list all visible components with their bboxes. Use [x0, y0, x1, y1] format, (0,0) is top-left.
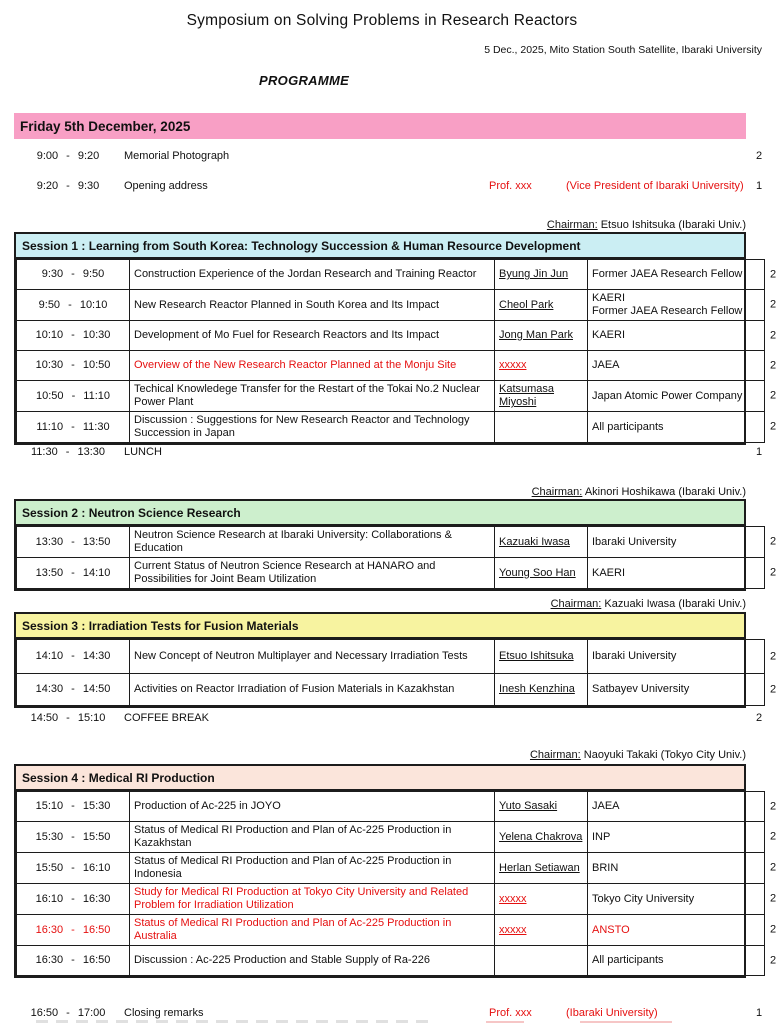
- clipped-bottom-row-red: [486, 1021, 524, 1023]
- speaker-name: Prof. xxx: [489, 180, 532, 192]
- talk-title: Development of Mo Fuel for Research Reactors and Its Impact: [130, 321, 495, 351]
- event-row-lunch: [0, 446, 764, 462]
- affiliation: Former JAEA Research Fellow 2: [588, 260, 765, 290]
- duration-clipped: 2: [770, 892, 776, 905]
- duration-clipped: 2: [770, 830, 776, 843]
- table-row: [17, 321, 765, 351]
- event-time: 9:00 - 9:20: [36, 150, 100, 162]
- affiliation: Ibaraki University 2: [588, 527, 765, 558]
- event-time: 16:50 - 17:00: [30, 1007, 106, 1019]
- speaker-name: Cheol Park: [495, 290, 588, 321]
- talk-title: Neutron Science Research at Ibaraki University: Collaborations & Education: [130, 527, 495, 558]
- talk-title: New Research Reactor Planned in South Korea and Its Impact: [130, 290, 495, 321]
- table-row: [17, 884, 765, 915]
- session-3: [14, 612, 776, 708]
- day-banner: Friday 5th December, 2025: [14, 113, 746, 139]
- time-cell: 9:50 - 10:10: [17, 290, 130, 321]
- session-4-title: Session 4 : Medical RI Production: [16, 766, 744, 791]
- chairman-name: Etsuo Ishitsuka (Ibaraki Univ.): [600, 219, 746, 231]
- event-time: 9:20 - 9:30: [36, 180, 100, 192]
- session-1-title: Session 1 : Learning from South Korea: Technology Succession & Human Resource Development: [16, 234, 744, 259]
- table-row: [17, 290, 765, 321]
- table-row: [17, 792, 765, 822]
- event-time: 11:30 - 13:30: [30, 446, 105, 458]
- speaker-name: Herlan Setiawan: [495, 853, 588, 884]
- duration-clipped: 2: [770, 566, 776, 579]
- time-cell: 13:50 - 14:10: [17, 558, 130, 589]
- affiliation: (Vice President of Ibaraki University): [566, 180, 744, 192]
- affiliation: JAEA 2: [588, 792, 765, 822]
- chairman-line-1: [547, 219, 746, 231]
- talk-title: Discussion : Suggestions for New Research Reactor and Technology Succession in Japan: [130, 412, 495, 443]
- time-cell: 9:30 - 9:50: [17, 260, 130, 290]
- chairman-label: Chairman:: [531, 486, 583, 498]
- duration-clipped: 2: [756, 150, 763, 162]
- time-cell: 16:30 - 16:50: [17, 946, 130, 976]
- programme-label: PROGRAMME: [259, 73, 350, 88]
- time-cell: 16:10 - 16:30: [17, 884, 130, 915]
- event-label: Opening address: [124, 180, 208, 192]
- time-cell: 15:30 - 15:50: [17, 822, 130, 853]
- affiliation: Ibaraki University 2: [588, 640, 765, 674]
- speaker-name: Young Soo Han: [495, 558, 588, 589]
- duration-clipped: 2: [770, 298, 776, 311]
- event-label: COFFEE BREAK: [124, 712, 209, 724]
- chairman-label: Chairman:: [529, 749, 581, 761]
- time-cell: 14:30 - 14:50: [17, 674, 130, 706]
- time-cell: 11:10 - 11:30: [17, 412, 130, 443]
- session-3-title: Session 3 : Irradiation Tests for Fusion Materials: [16, 614, 744, 639]
- date-location: 5 Dec., 2025, Mito Station South Satellite, Ibaraki University: [484, 44, 762, 56]
- duration-clipped: 1: [756, 446, 763, 458]
- event-label: Memorial Photograph: [124, 150, 230, 162]
- talk-title: Status of Medical RI Production and Plan of Ac-225 Production in Kazakhstan: [130, 822, 495, 853]
- table-row: [17, 822, 765, 853]
- page-title: Symposium on Solving Problems in Research Reactors: [186, 12, 578, 29]
- speaker-name: xxxxx: [495, 884, 588, 915]
- duration-clipped: 2: [770, 359, 776, 371]
- talk-title: New Concept of Neutron Multiplayer and Necessary Irradiation Tests: [130, 640, 495, 674]
- duration-clipped: 2: [770, 535, 776, 548]
- talk-title: Techical Knowledege Transfer for the Restart of the Tokai No.2 Nuclear Power Plant: [130, 381, 495, 412]
- speaker-name: Byung Jin Jun: [495, 260, 588, 290]
- speaker-name: Etsuo Ishitsuka: [495, 640, 588, 674]
- session-1: [14, 232, 776, 445]
- table-row: [17, 351, 765, 381]
- session-2: [14, 499, 776, 591]
- talk-title: Study for Medical RI Production at Tokyo City University and Related Problem for Irradiation Utilization: [130, 884, 495, 915]
- time-cell: 10:50 - 11:10: [17, 381, 130, 412]
- speaker-name: [495, 946, 588, 976]
- duration-clipped: 1: [756, 1007, 763, 1019]
- affiliation: Satbayev University 2: [588, 674, 765, 706]
- affiliation: All participants 2: [588, 946, 765, 976]
- time-cell: 13:30 - 13:50: [17, 527, 130, 558]
- talk-title: Status of Medical RI Production and Plan of Ac-225 Production in Indonesia: [130, 853, 495, 884]
- talk-title: Overview of the New Research Reactor Planned at the Monju Site: [130, 351, 495, 381]
- chairman-label: Chairman:: [550, 598, 602, 610]
- time-cell: 15:50 - 16:10: [17, 853, 130, 884]
- speaker-name: [495, 412, 588, 443]
- duration-clipped: 2: [770, 800, 776, 812]
- speaker-name: xxxxx: [495, 915, 588, 946]
- session-2-title: Session 2 : Neutron Science Research: [16, 501, 744, 526]
- affiliation: Japan Atomic Power Company 2: [588, 381, 765, 412]
- affiliation: Tokyo City University 2: [588, 884, 765, 915]
- affiliation: INP 2: [588, 822, 765, 853]
- time-cell: 10:10 - 10:30: [17, 321, 130, 351]
- chairman-name: Kazuaki Iwasa (Ibaraki Univ.): [604, 598, 746, 610]
- chairman-name: Akinori Hoshikawa (Ibaraki Univ.): [584, 486, 746, 498]
- duration-clipped: 2: [770, 683, 776, 695]
- speaker-name: Kazuaki Iwasa: [495, 527, 588, 558]
- speaker-name: Inesh Kenzhina: [495, 674, 588, 706]
- affiliation: All participants 2: [588, 412, 765, 443]
- affiliation: BRIN 2: [588, 853, 765, 884]
- chairman-name: Naoyuki Takaki (Tokyo City Univ.): [583, 749, 746, 761]
- talk-title: Activities on Reactor Irradiation of Fusion Materials in Kazakhstan: [130, 674, 495, 706]
- clipped-bottom-row: [36, 1020, 428, 1023]
- time-cell: 15:10 - 15:30: [17, 792, 130, 822]
- affiliation: KAERI Former JAEA Research Fellow 2: [588, 290, 765, 321]
- duration-clipped: 2: [770, 923, 776, 936]
- event-label: Closing remarks: [124, 1007, 204, 1019]
- event-time: 14:50 - 15:10: [30, 712, 106, 724]
- talk-title: Discussion : Ac-225 Production and Stable Supply of Ra-226: [130, 946, 495, 976]
- event-row-coffee: [0, 712, 764, 728]
- speaker-name: Prof. xxx: [489, 1007, 532, 1019]
- duration-clipped: 2: [770, 861, 776, 874]
- table-row: [17, 260, 765, 290]
- event-label: LUNCH: [124, 446, 162, 458]
- duration-clipped: 2: [770, 268, 776, 280]
- time-cell: 14:10 - 14:30: [17, 640, 130, 674]
- table-row: [17, 853, 765, 884]
- duration-clipped: 2: [756, 712, 763, 724]
- talk-title: Production of Ac-225 in JOYO: [130, 792, 495, 822]
- duration-clipped: 2: [770, 954, 776, 966]
- duration-clipped: 2: [770, 389, 776, 402]
- chairman-line-4: [530, 749, 746, 761]
- chairman-line-3: [551, 598, 746, 610]
- speaker-name: Yuto Sasaki: [495, 792, 588, 822]
- affiliation: JAEA 2: [588, 351, 765, 381]
- table-row: [17, 412, 765, 443]
- affiliation: KAERI 2: [588, 321, 765, 351]
- speaker-name: Katsumasa Miyoshi: [495, 381, 588, 412]
- table-row: [17, 674, 765, 706]
- time-cell: 16:30 - 16:50: [17, 915, 130, 946]
- talk-title: Construction Experience of the Jordan Research and Training Reactor: [130, 260, 495, 290]
- table-row: [17, 915, 765, 946]
- table-row: [17, 946, 765, 976]
- duration-clipped: 2: [770, 329, 776, 341]
- table-row: [17, 527, 765, 558]
- event-row-memorial: [0, 150, 764, 166]
- affiliation: (Ibaraki University): [566, 1007, 658, 1019]
- speaker-name: Jong Man Park: [495, 321, 588, 351]
- talk-title: Status of Medical RI Production and Plan of Ac-225 Production in Australia: [130, 915, 495, 946]
- duration-clipped: 2: [770, 650, 776, 662]
- affiliation: ANSTO 2: [588, 915, 765, 946]
- speaker-name: xxxxx: [495, 351, 588, 381]
- table-row: [17, 558, 765, 589]
- clipped-bottom-row-red: [580, 1021, 672, 1023]
- event-row-opening: [0, 180, 764, 196]
- duration-clipped: 1: [756, 180, 763, 192]
- speaker-name: Yelena Chakrova: [495, 822, 588, 853]
- session-4: [14, 764, 776, 978]
- chairman-label: Chairman:: [546, 219, 598, 231]
- affiliation: KAERI 2: [588, 558, 765, 589]
- table-row: [17, 640, 765, 674]
- time-cell: 10:30 - 10:50: [17, 351, 130, 381]
- table-row: [17, 381, 765, 412]
- duration-clipped: 2: [770, 420, 776, 433]
- talk-title: Current Status of Neutron Science Research at HANARO and Possibilities for Joint Beam Utilization: [130, 558, 495, 589]
- chairman-line-2: [532, 486, 746, 498]
